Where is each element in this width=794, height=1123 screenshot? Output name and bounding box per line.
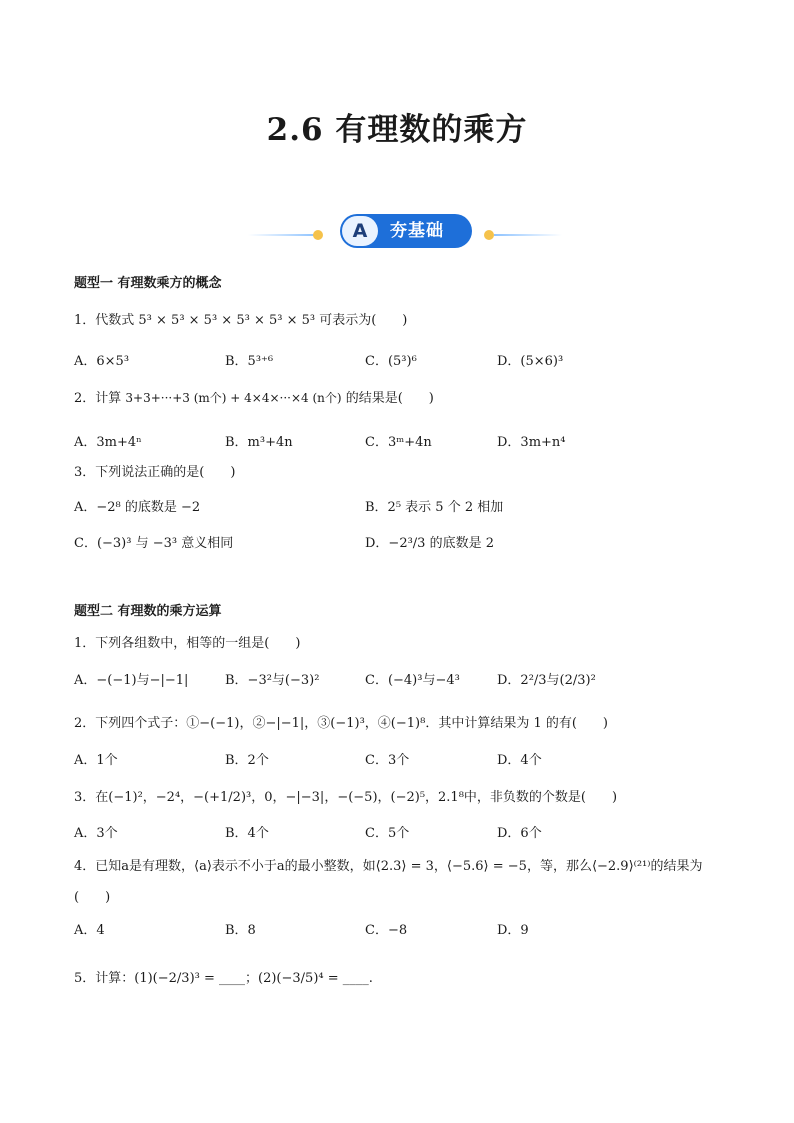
s2-q4-stem: 4．已知a是有理数，⟨a⟩表示不小于a的最小整数，如⟨2.3⟩ = 3，⟨−5.6⟩ = −5，等，那么⟨−2.9⟩⁽²¹⁾的结果为 [74,859,703,874]
banner-dot-right [484,230,494,240]
section2-heading: 题型二 有理数的乘方运算 [74,604,222,619]
s2-q3-option-a: A．3个 [74,826,118,841]
s2-q2-option-b: B．2个 [225,753,269,768]
s2-q3-option-d: D．6个 [497,826,542,841]
s1-q2-stem [74,387,434,406]
s2-q3-option-b: B．4个 [225,826,269,841]
s1-q3-option-d: D．−2³/3 的底数是 2 [365,536,494,551]
s1-q2-option-a: A．3m+4ⁿ [74,435,142,450]
s2-q1-option-a: A．−(−1)与−|−1| [74,673,189,688]
s2-q4-option-d: D．9 [497,923,529,938]
s1-q3-stem: 3．下列说法正确的是( ) [74,465,236,480]
s2-q4-option-b: B．8 [225,923,256,938]
banner-label: 夯基础 [390,221,444,241]
s2-q2-option-d: D．4个 [497,753,542,768]
s2-q2-stem: 2．下列四个式子：①−(−1)，②−|−1|，③(−1)³，④(−1)⁸．其中计算结果为 1 的有( ) [74,716,609,731]
s1-q2-option-c: C．3ᵐ+4n [365,435,432,450]
s2-q1-option-c: C．(−4)³与−4³ [365,673,460,688]
s1-q1-option-a: A．6×5³ [74,354,130,369]
s1-q2-option-d: D．3m+n⁴ [497,435,566,450]
s1-q2-expr: 3+3+···+3 (m个) + 4×4×···×4 (n个) [125,391,342,405]
s2-q2-option-c: C．3个 [365,753,410,768]
s2-q1-stem: 1．下列各组数中，相等的一组是( ) [74,636,301,651]
s1-q1-stem [74,309,407,328]
s2-q3-stem: 3．在(−1)²，−2⁴，−(+1/2)³，0，−|−3|，−(−5)，(−2)⁵，2.1⁸中，非负数的个数是( ) [74,790,618,805]
s2-q4-option-c: C．−8 [365,923,408,938]
banner-pill [340,214,472,248]
s2-q4-option-a: A．4 [74,923,105,938]
s2-q5-stem: 5．计算：(1)(−2/3)³ = ____；(2)(−3/5)⁴ = ____. [74,971,373,986]
s1-q1-expr: 5³ × 5³ × 5³ × 5³ × 5³ × 5³ [138,313,316,328]
section1-heading: 题型一 有理数乘方的概念 [74,276,222,291]
page-title: 2.6 有理数的乘方 [266,112,528,148]
s1-q1-option-d: D．(5×6)³ [497,354,564,369]
banner-dot-left [313,230,323,240]
s1-q3-option-c: C．(−3)³ 与 −3³ 意义相同 [74,536,234,551]
banner-line-left [248,234,316,236]
s1-q1-prefix: 1．代数式 [74,313,139,328]
s1-q2-suffix: 的结果是( ) [341,391,434,406]
banner-line-right [494,234,562,236]
s1-q2-prefix: 2．计算 [74,391,126,406]
s1-q1-option-b: B．5³⁺⁶ [225,354,274,369]
s2-q3-option-c: C．5个 [365,826,410,841]
s1-q1-suffix: 可表示为( ) [315,313,408,328]
s1-q3-option-b: B．2⁵ 表示 5 个 2 相加 [365,500,504,515]
s1-q2-option-b: B．m³+4n [225,435,293,450]
s2-q2-option-a: A．1个 [74,753,118,768]
s2-q1-option-d: D．2²/3与(2/3)² [497,673,596,688]
s2-q1-option-b: B．−3²与(−3)² [225,673,320,688]
banner-letter: A [342,216,378,246]
s2-q4-stem-cont: ( ) [74,890,111,905]
s1-q3-option-a: A．−2⁸ 的底数是 −2 [74,500,201,515]
s1-q1-option-c: C．(5³)⁶ [365,354,417,369]
